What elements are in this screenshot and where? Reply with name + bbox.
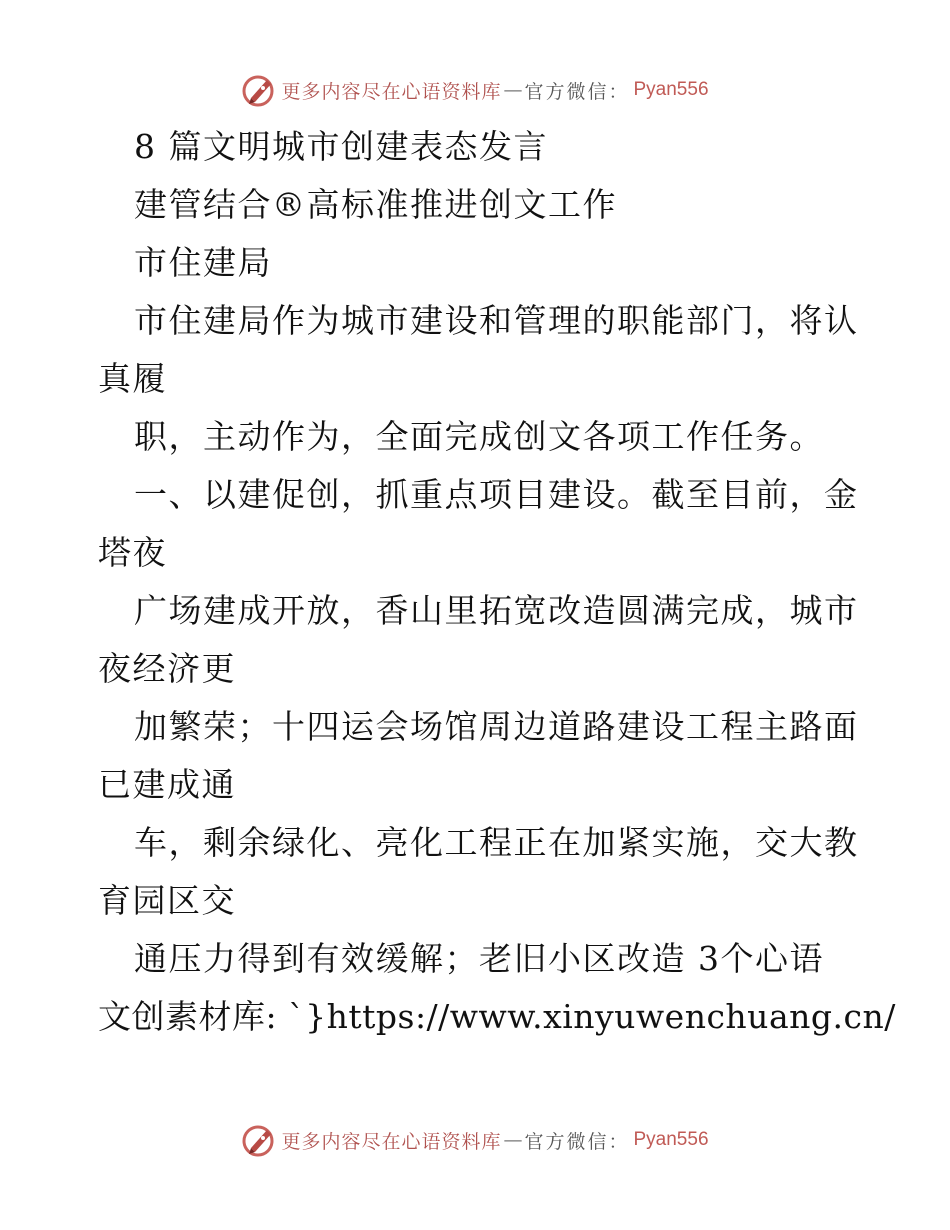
doc-text-line: 育园区交 <box>98 881 236 920</box>
watermark-footer <box>0 1122 950 1158</box>
watermark-header <box>0 72 950 108</box>
watermark-main-text: 更多内容尽在心语资料库 <box>281 1130 502 1153</box>
doc-text-line: 职，主动作为，全面完成创文各项工作任务。 <box>134 417 824 456</box>
pen-logo-icon <box>241 1122 277 1158</box>
doc-text-line: 广场建成开放，香山里拓宽改造圆满完成，城市 <box>134 591 859 630</box>
watermark-id: Pyan556 <box>633 1129 709 1150</box>
watermark-main-text: 更多内容尽在心语资料库 <box>281 80 502 103</box>
doc-text-line: 已建成通 <box>98 765 236 804</box>
watermark-separator: — <box>503 79 523 101</box>
doc-subtitle-line: 建管结合®高标准推进创文工作 <box>134 185 617 224</box>
watermark-label: 官方微信： <box>524 1130 630 1153</box>
doc-source-url-line: 文创素材库: `}https://www.xinyuwenchuang.cn/ <box>98 997 896 1036</box>
doc-text-line: 通压力得到有效缓解；老旧小区改造 3个心语 <box>134 939 824 978</box>
doc-text-line: 车，剩余绿化、亮化工程正在加紧实施，交大教 <box>134 823 859 862</box>
doc-text-line: 夜经济更 <box>98 649 236 688</box>
doc-text-line: 塔夜 <box>98 533 167 572</box>
doc-text-line: 真履 <box>98 359 167 398</box>
doc-text-line: 加繁荣；十四运会场馆周边道路建设工程主路面 <box>134 707 859 746</box>
watermark-id: Pyan556 <box>633 79 709 100</box>
doc-author-line: 市住建局 <box>134 243 272 282</box>
watermark-separator: — <box>503 1129 523 1151</box>
doc-title-line: 8 篇文明城市创建表态发言 <box>134 127 548 166</box>
doc-text-line: 一、以建促创，抓重点项目建设。截至目前，金 <box>134 475 859 514</box>
watermark-label: 官方微信： <box>524 80 630 103</box>
doc-text-line: 市住建局作为城市建设和管理的职能部门，将认 <box>134 301 859 340</box>
document-body <box>98 118 896 1046</box>
pen-logo-icon <box>241 72 277 108</box>
